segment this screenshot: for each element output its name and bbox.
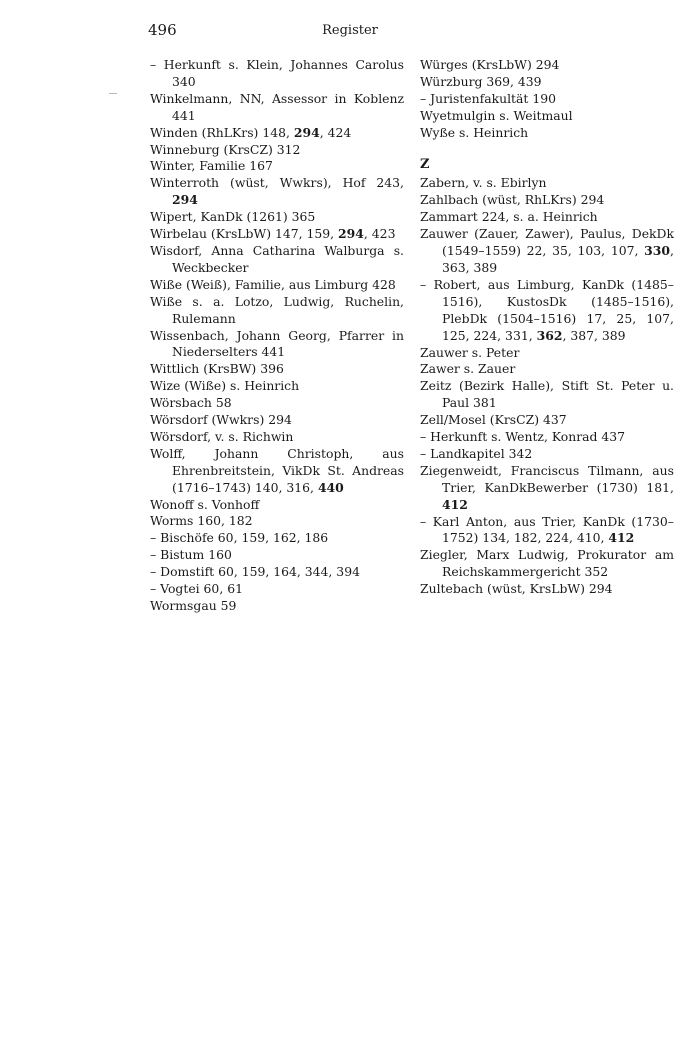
index-entry (150, 395, 404, 412)
entry-text: – Bischöfe 60, 159, 162, 186 (150, 530, 329, 546)
index-group-z (420, 175, 674, 598)
entry-text: Zahlbach (wüst, RhLKrs) 294 (420, 192, 605, 208)
index-entry (420, 57, 674, 74)
entry-text: Ziegler, Marx Ludwig, Prokurator am Reichskammergericht 352 (420, 547, 674, 580)
index-entry (420, 514, 674, 548)
entry-text: – Domstift 60, 159, 164, 344, 394 (150, 564, 360, 580)
index-column-left (150, 57, 404, 615)
entry-text: Wiße (Weiß), Familie, aus Limburg 428 (150, 276, 396, 292)
entry-text: Zawer s. Zauer (420, 361, 516, 377)
index-entry (150, 91, 404, 125)
index-entry (420, 412, 674, 429)
index-entry (420, 446, 674, 463)
entry-text: Wörsbach 58 (150, 395, 232, 411)
entry-text: Winterroth (wüst, Wwkrs), Hof 243, (150, 175, 404, 191)
index-entry (420, 429, 674, 446)
entry-text: – Robert, aus Limburg, KanDk (1485–1516), KustosDk (1485–1516), PlebDk (1504–1516) 17, 25, 107, 125, 224, 331, (420, 276, 674, 343)
main-reference-page: 294 (338, 226, 364, 242)
entry-text: – Bistum 160 (150, 547, 232, 563)
index-entry (420, 108, 674, 125)
page-number: 496 (148, 21, 177, 39)
index-entry (150, 497, 404, 514)
entry-text: Wonoff s. Vonhoff (150, 496, 260, 512)
index-entry (150, 513, 404, 530)
index-entry (420, 581, 674, 598)
entry-text: – Vogtei 60, 61 (150, 581, 243, 597)
index-entry (420, 463, 674, 514)
entry-text: Zell/Mosel (KrsCZ) 437 (420, 412, 567, 428)
entry-text: Zabern, v. s. Ebirlyn (420, 175, 547, 191)
index-entry (420, 209, 674, 226)
main-reference-page: 412 (442, 496, 468, 512)
entry-text: – Herkunft s. Klein, Johannes Carolus 340 (150, 57, 404, 89)
index-entry (150, 598, 404, 615)
entry-text: Winter, Familie 167 (150, 158, 273, 174)
index-entry (420, 91, 674, 108)
index-entry (150, 564, 404, 581)
entry-text: Wormsgau 59 (150, 598, 237, 613)
index-entry (420, 125, 674, 142)
entry-text: Winneburg (KrsCZ) 312 (150, 141, 301, 157)
entry-text: Zauwer (Zauer, Zawer), Paulus, DekDk (1549–1559) 22, 35, 103, 107, (420, 226, 674, 259)
entry-text: Zauwer s. Peter (420, 344, 520, 360)
main-reference-page: 294 (293, 124, 320, 140)
entry-text: Winkelmann, NN, Assessor in Koblenz 441 (150, 90, 404, 123)
entry-text: Würges (KrsLbW) 294 (420, 57, 560, 72)
index-group-w-continued (420, 57, 674, 142)
index-entry (420, 361, 674, 378)
index-entry (150, 378, 404, 395)
index-entry (150, 547, 404, 564)
entry-text: – Karl Anton, aus Trier, KanDk (1730–1752) 134, 182, 224, 410, (420, 513, 674, 546)
section-letter-heading: Z (420, 156, 430, 172)
index-entry (420, 226, 674, 277)
index-entry (150, 412, 404, 429)
index-entry (150, 175, 404, 209)
index-column-right (420, 57, 674, 598)
entry-text: Wipert, KanDk (1261) 365 (150, 209, 316, 225)
index-entry (150, 328, 404, 362)
entry-text: – Juristenfakultät 190 (420, 90, 556, 106)
main-reference-page: 412 (608, 530, 635, 546)
index-entry (150, 429, 404, 446)
entry-text: Zeitz (Bezirk Halle), Stift St. Peter u. Paul 381 (420, 378, 674, 411)
entry-text: , 387, 389 (562, 327, 626, 343)
index-entry (150, 361, 404, 378)
entry-text: Wittlich (KrsBW) 396 (150, 361, 284, 377)
entry-text: Zultebach (wüst, KrsLbW) 294 (420, 581, 613, 597)
index-entry (150, 446, 404, 497)
main-reference-page: 294 (172, 192, 198, 208)
index-entry (420, 74, 674, 91)
entry-text: Würzburg 369, 439 (420, 73, 542, 89)
entry-text: Zammart 224, s. a. Heinrich (420, 209, 598, 225)
index-entry (150, 209, 404, 226)
index-entry (420, 192, 674, 209)
entry-text: Wörsdorf, v. s. Richwin (150, 428, 294, 444)
entry-text: , 363, 389 (442, 243, 674, 275)
main-reference-page: 330 (644, 243, 671, 259)
entry-text: , 424 (319, 124, 352, 140)
index-entry (420, 175, 674, 192)
entry-text: Wörsdorf (Wwkrs) 294 (150, 412, 292, 428)
index-entry (150, 226, 404, 243)
entry-text: Wyße s. Heinrich (420, 124, 529, 140)
main-reference-page: 440 (317, 479, 344, 495)
entry-text: Wize (Wiße) s. Heinrich (150, 378, 300, 394)
index-entry (150, 125, 404, 142)
index-entry (150, 294, 404, 328)
entry-text: Wiße s. a. Lotzo, Ludwig, Ruchelin, Rulemann (150, 293, 404, 326)
entry-text: – Herkunft s. Wentz, Konrad 437 (420, 429, 626, 445)
index-entry (150, 277, 404, 294)
index-entry (150, 57, 404, 91)
entry-text: Ziegenweidt, Franciscus Tilmann, aus Trier, KanDkBewerber (1730) 181, (420, 462, 674, 495)
entry-text: Wissenbach, Johann Georg, Pfarrer in Niederselters 441 (150, 327, 404, 360)
entry-text: , 423 (363, 226, 396, 242)
index-entry (420, 547, 674, 581)
main-reference-page: 362 (536, 327, 563, 343)
index-entry (150, 243, 404, 277)
entry-text: – Landkapitel 342 (420, 445, 533, 461)
index-entry (420, 378, 674, 412)
index-entry (150, 142, 404, 159)
running-head: Register (322, 23, 378, 38)
index-entry (420, 345, 674, 362)
margin-mark (109, 93, 117, 94)
index-entry (420, 277, 674, 345)
index-entry (150, 581, 404, 598)
entry-text: Worms 160, 182 (150, 513, 253, 529)
index-entry (150, 158, 404, 175)
entry-text: Wisdorf, Anna Catharina Walburga s. Weckbecker (150, 242, 404, 275)
entry-text: Wyetmulgin s. Weitmaul (420, 107, 573, 123)
entry-text: Wolff, Johann Christoph, aus Ehrenbreitstein, VikDk St. Andreas (1716–1743) 140, 316, (150, 445, 404, 495)
entry-text: Wirbelau (KrsLbW) 147, 159, (150, 226, 339, 242)
index-entry (150, 530, 404, 547)
entry-text: Winden (RhLKrs) 148, (150, 124, 294, 140)
